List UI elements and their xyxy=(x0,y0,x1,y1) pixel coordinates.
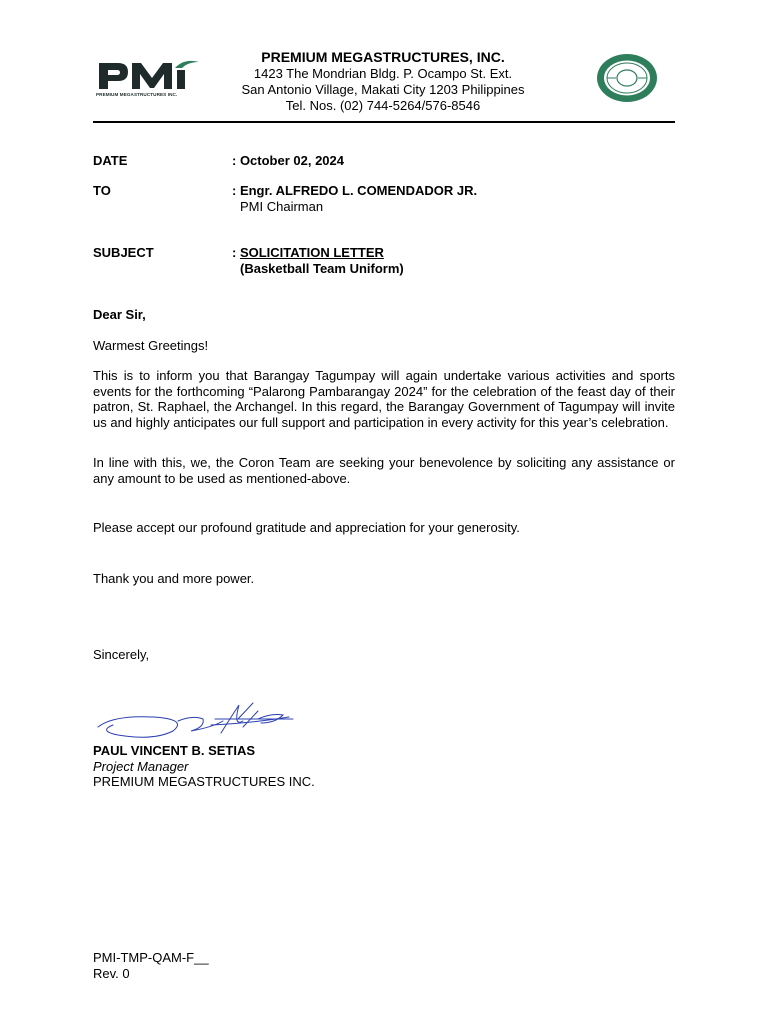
revision-number: Rev. 0 xyxy=(93,965,130,981)
pmi-logo xyxy=(96,58,206,103)
pmi-logo-mark xyxy=(96,58,206,92)
signatory-block xyxy=(93,743,315,790)
handwritten-signature xyxy=(93,697,298,745)
signatory-title: Project Manager xyxy=(93,758,189,774)
signatory-name: PAUL VINCENT B. SETIAS xyxy=(93,743,256,758)
header-divider xyxy=(93,121,675,123)
date-value: : October 02, 2024 xyxy=(232,153,344,168)
letterhead xyxy=(200,48,566,114)
address-line-1: 1423 The Mondrian Bldg. P. Ocampo St. Ext. xyxy=(253,66,513,81)
to-title: PMI Chairman xyxy=(240,199,324,214)
paragraph-1: This is to inform you that Barangay Tagumpay will again undertake various activities and sports events for the forthcoming “Palarong Pambarangay 2024” for the celebration of the feast day of their patron, St. Raphael, the Archangel. In this regard, the Barangay Government of Tagumpay will invite us and highly anticipates our full support and participation in every activity for this year’s celebration. xyxy=(93,368,675,430)
greeting: Warmest Greetings! xyxy=(93,338,209,353)
subject-label: SUBJECT xyxy=(93,245,154,260)
paragraph-4: Thank you and more power. xyxy=(93,571,255,586)
company-name: PREMIUM MEGASTRUCTURES, INC. xyxy=(261,49,505,65)
subject-value: SOLICITATION LETTER xyxy=(239,245,384,260)
urs-seal-icon xyxy=(596,53,658,103)
pmi-logo-caption: PREMIUM MEGASTRUCTURES INC. xyxy=(96,92,178,97)
document-footer xyxy=(93,950,209,981)
phone-numbers: Tel. Nos. (02) 744-5264/576-8546 xyxy=(285,98,481,113)
subject-colon: : xyxy=(232,245,240,260)
closing: Sincerely, xyxy=(93,647,150,662)
to-value: : Engr. ALFREDO L. COMENDADOR JR. xyxy=(232,183,478,198)
urs-certification-seal xyxy=(596,53,658,103)
paragraph-3: Please accept our profound gratitude and appreciation for your generosity. xyxy=(93,520,520,535)
date-label: DATE xyxy=(93,153,128,168)
signature-icon xyxy=(93,697,298,745)
paragraph-2: In line with this, we, the Coron Team are seeking your benevolence by soliciting any assistance or any amount to be used as mentioned-above. xyxy=(93,455,675,486)
subject-detail: (Basketball Team Uniform) xyxy=(240,261,404,276)
salutation: Dear Sir, xyxy=(93,307,146,322)
address-line-2: San Antonio Village, Makati City 1203 Philippines xyxy=(241,82,525,97)
to-label: TO xyxy=(93,183,111,198)
subject-value-line xyxy=(232,245,384,261)
form-code: PMI-TMP-QAM-F__ xyxy=(93,950,209,965)
signatory-company: PREMIUM MEGASTRUCTURES INC. xyxy=(93,774,315,789)
